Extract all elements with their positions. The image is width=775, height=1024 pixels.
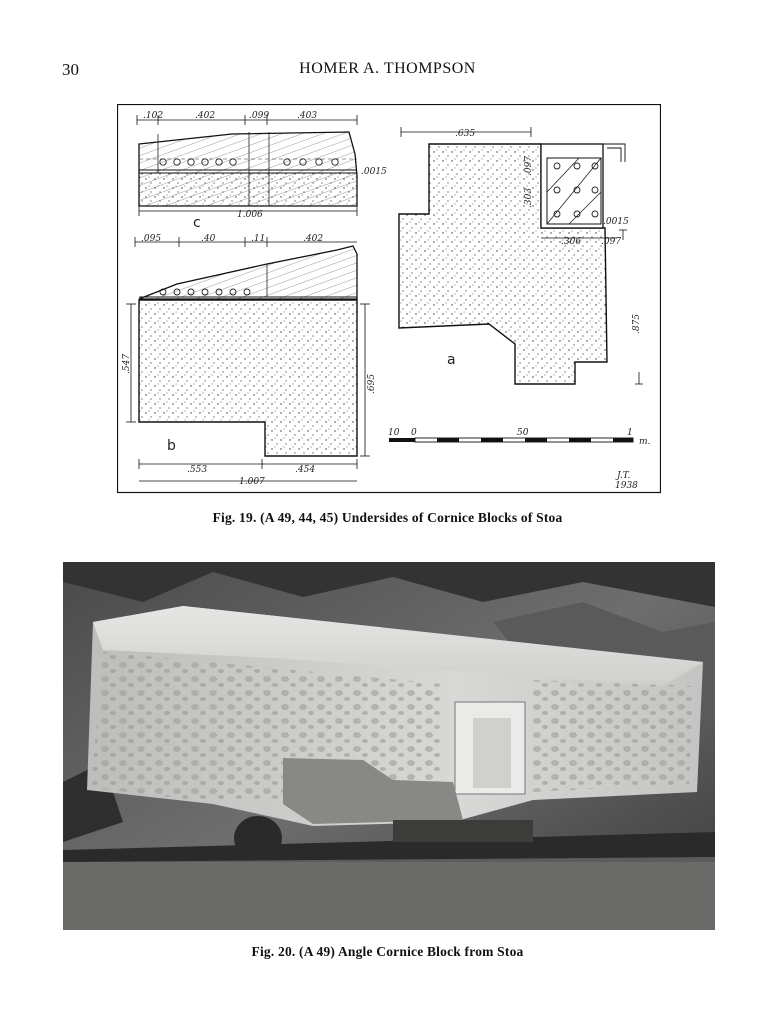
dim-a-inner-4: .097 [601,237,622,247]
block-label-a: a [447,352,456,368]
dim-c-4: .403 [297,111,318,121]
figure-20-photograph [63,562,715,930]
dim-b-4: .402 [303,234,324,244]
running-title: HOMER A. THOMPSON [299,60,476,77]
dim-b-bottom-1: .553 [187,465,208,475]
page-header [0,60,775,86]
dim-b-left: .547 [122,353,132,374]
block-c [137,111,387,231]
dim-a-offset: .0015 [603,217,629,227]
dim-c-length: 1.006 [237,210,263,220]
dim-c-1: .102 [143,111,164,121]
dim-b-1: .095 [141,234,162,244]
figure-19-drawing [117,104,661,494]
scale-tick-3: 50 [517,428,529,438]
dim-b-3: .11 [251,234,266,244]
block-b [122,234,377,487]
dim-b-right: .695 [367,373,377,394]
dim-c-2: .402 [195,111,216,121]
signature-initials: J.T. [617,471,631,481]
dim-b-length: 1.007 [239,477,265,487]
scale-unit: m. [639,437,651,447]
figure-19-caption: Fig. 19. (A 49, 44, 45) Undersides of Cornice Blocks of Stoa [212,510,563,525]
dim-a-inner-3: .306 [561,237,582,247]
dim-b-bottom-2: .454 [295,465,316,475]
scale-tick-4: 1 [627,428,633,438]
dim-a-inner-2: .303 [524,187,534,208]
dim-a-inner-1: .097 [524,155,534,176]
scale-tick-2: 0 [411,428,417,438]
block-a [399,127,643,384]
block-label-b: b [167,438,176,454]
signature-year: 1938 [615,481,638,491]
dim-c-offset: .0015 [361,167,387,177]
dim-c-3: .099 [249,111,270,121]
figure-20-caption: Fig. 20. (A 49) Angle Cornice Block from Stoa [251,944,524,959]
page-number: 30 [62,60,79,79]
dim-a-right: .875 [632,313,642,334]
scale-bar [388,428,651,447]
dim-b-2: .40 [201,234,216,244]
dim-a-top: .635 [455,129,476,139]
block-label-c: c [193,215,201,231]
draughtsman-signature [615,471,638,491]
scale-tick-1: 10 [388,428,400,438]
